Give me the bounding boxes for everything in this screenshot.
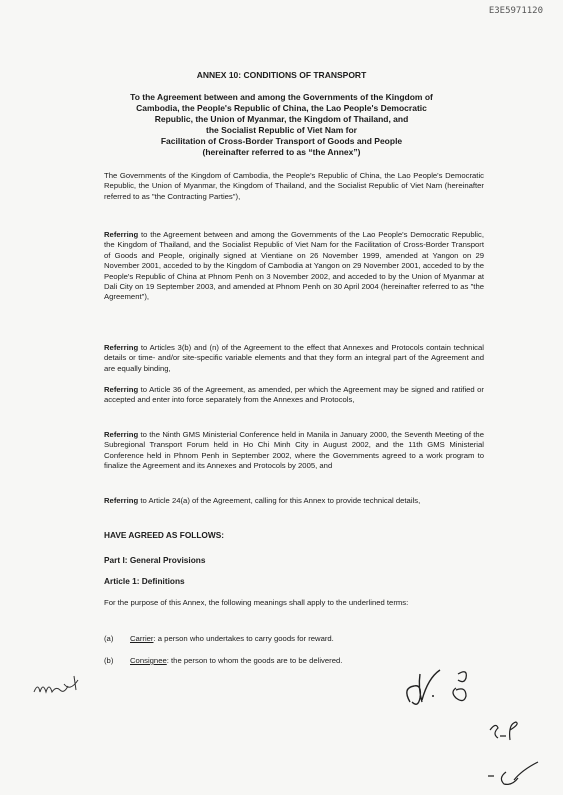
subtitle-line: To the Agreement between and among the Governments of the Kingdom of (130, 92, 433, 102)
recital-paragraph (104, 430, 484, 472)
recital-paragraph (104, 343, 484, 374)
document-id: E3E5971120 (488, 6, 543, 16)
recital-lead: Referring (104, 343, 139, 352)
definitions-intro: For the purpose of this Annex, the following meanings shall apply to the underlined terms: (104, 598, 409, 607)
handwritten-signature (398, 664, 478, 710)
recital-lead: Referring (104, 385, 139, 394)
part-heading: Part I: General Provisions (104, 555, 206, 565)
definition-term: Carrier (130, 634, 154, 643)
recital-lead: Referring (104, 496, 139, 505)
definition-label: (a) (104, 634, 114, 643)
subtitle-line: (hereinafter referred to as “the Annex”) (202, 147, 361, 157)
preamble-paragraph: The Governments of the Kingdom of Cambodia, the People's Republic of China, the Lao People's Democratic Republic, the Union of Myanmar, the Kingdom of Thailand, and the Socialist Republic of Viet Nam (hereinafter referred to as "the Contracting Parties"), (104, 171, 484, 201)
definition-term: Consignee (130, 656, 167, 665)
handwritten-initials-left (30, 672, 90, 702)
recital-text: to Article 36 of the Agreement, as amended, per which the Agreement may be signed and ratified or accepted and enter into force separately from the Annexes and Protocols, (104, 385, 484, 405)
subtitle-line: Facilitation of Cross-Border Transport of Goods and People (160, 136, 403, 146)
subtitle-line: the Socialist Republic of Viet Nam for (206, 125, 357, 135)
definition-label: (b) (104, 656, 114, 665)
subtitle-line: Cambodia, the People's Republic of China, the Lao People's Democratic (136, 103, 427, 113)
recital-paragraph (104, 385, 484, 406)
recital-lead: Referring (104, 430, 139, 439)
recital-text: to the Agreement between and among the Governments of the Lao People's Democratic Republic, the Kingdom of Thailand, and the Socialist Republic of Viet Nam for the Facilitation of Cross-Border Transport of Goods and People, originally signed at Vientiane on 26 November 1999, amended at Yangon on 29 November 2001, acceded to by the Kingdom of Cambodia at Yangon on 29 November 2001, acceded to by the People's Republic of China at Phnom Penh on 3 November 2002, and acceded to by the Union of Myanmar at Dali City on 19 September 2003, and amended at Phnom Penh on 30 April 2004 (hereinafter referred to as "the Agreement"), (104, 230, 484, 302)
subtitle-line: Republic, the Union of Myanmar, the Kingdom of Thailand, and (154, 114, 409, 124)
annex-title: ANNEX 10: CONDITIONS OF TRANSPORT (196, 70, 367, 80)
recital-paragraph (104, 496, 484, 506)
definition-text: : the person to whom the goods are to be delivered. (166, 656, 343, 665)
recital-text: to the Ninth GMS Ministerial Conference held in Manila in January 2000, the Seventh Meeting of the Subregional Transport Forum held in Ho Chi Minh City in August 2002, and the 11th GMS Ministerial Conference held in Phnom Penh in September 2002, where the Governments agreed to a work program to finalize the Agreement and its Annexes and Protocols by 2005, and (104, 430, 484, 471)
recital-paragraph (104, 230, 484, 303)
agreed-heading: HAVE AGREED AS FOLLOWS: (104, 530, 224, 540)
recital-text: to Articles 3(b) and (n) of the Agreement to the effect that Annexes and Protocols contain technical details or time- and/or site-specific variable elements and that they form an integral part of the Agreement and are equally binding, (104, 343, 484, 373)
definition-text: : a person who undertakes to carry goods for reward. (153, 634, 334, 643)
recital-text: to Article 24(a) of the Agreement, calling for this Annex to provide technical details, (138, 496, 421, 505)
handwritten-mark-bottom (484, 758, 544, 788)
recital-lead: Referring (104, 230, 139, 239)
definition-item (130, 656, 342, 665)
annex-subtitle (60, 92, 503, 158)
article-heading: Article 1: Definitions (104, 576, 185, 586)
definition-item (130, 634, 334, 643)
handwritten-initials-right (484, 716, 524, 748)
